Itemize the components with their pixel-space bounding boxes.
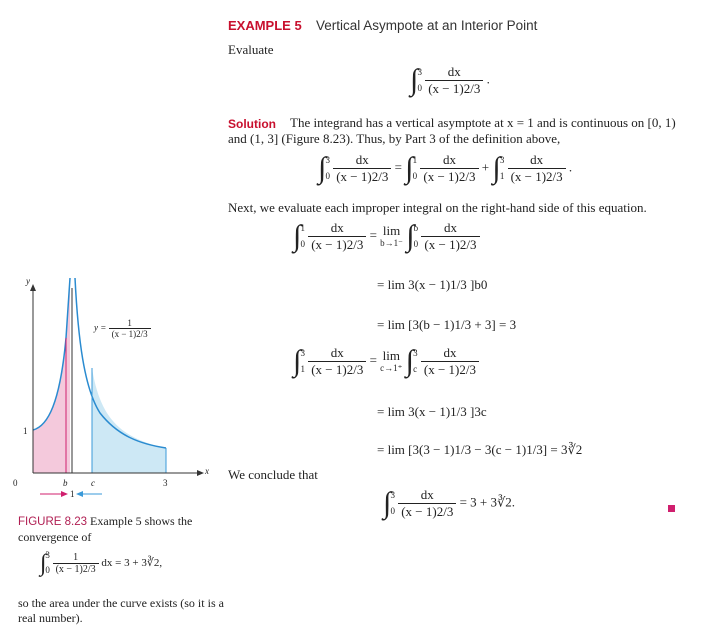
split-equation: ∫ 3 0 $\frac{dx}{(x - 1)2/3}$ = ∫ 1 0 $\frac{dx}{(x - 1)2/3}$ + ∫ 3 1 $\frac{dx}{(x - 1)2/3}$ . (318, 151, 573, 185)
figure-caption-line3: so the area under the curve exists (so it is a (18, 596, 224, 610)
tick-3: 3 (163, 478, 168, 488)
arrow-label-1: 1 (70, 489, 75, 499)
eq1-line1: ∫ 1 0 $\frac{dx}{(x - 1)2/3}$ = lim b→1⁻ ∫ b 0 $\frac{dx}{(x - 1)2/3}$ (293, 220, 480, 253)
x-axis-label: x (205, 466, 209, 476)
final-equation: ∫ 3 0 $\frac{dx}{(x - 1)2/3}$ = 3 + 3∛2. (383, 486, 516, 520)
tick-origin: 0 (13, 478, 18, 488)
integral-display: ∫ 3 0 $\frac{dx}{(x - 1)2/3}$ . (410, 63, 490, 97)
figure-caption-line2: convergence of (18, 530, 92, 544)
eq1-line2: = lim 3(x − 1)1/3 ]b0 (377, 277, 488, 292)
evaluate-text: Evaluate (228, 42, 274, 57)
next-text: Next, we evaluate each improper integral on the right-hand side of this equation. (228, 200, 647, 215)
solution-text-2: and (1, 3] (Figure 8.23). Thus, by Part 3 of the definition above, (228, 131, 561, 146)
left-area (33, 278, 70, 473)
tick-b: b (63, 478, 68, 488)
curve-label: y = $\frac{1}{(x - 1)2/3}$ (94, 318, 151, 339)
solution-label: Solution (228, 117, 276, 131)
example-title: Vertical Asympote at an Interior Point (316, 18, 538, 33)
right-area (92, 368, 166, 473)
figure-caption-line4: real number). (18, 611, 83, 625)
eq2-line2: = lim 3(x − 1)1/3 ]3c (377, 404, 487, 419)
eq2-line1: ∫ 3 1 $\frac{dx}{(x - 1)2/3}$ = lim c→1⁺ ∫ 3 c $\frac{dx}{(x - 1)2/3}$ (293, 345, 479, 378)
eq1-line3: = lim [3(b − 1)1/3 + 3] = 3 (377, 317, 517, 332)
figure-caption-line1: FIGURE 8.23 Example 5 shows the (18, 514, 193, 528)
example-label: EXAMPLE 5 (228, 18, 302, 33)
tick-c: c (91, 478, 95, 488)
end-of-example-marker (668, 505, 675, 512)
tick-y1: 1 (23, 426, 28, 436)
curve-right (75, 278, 166, 448)
conclude-text: We conclude that (228, 467, 318, 482)
figure-caption-integral: ∫ 3 0 $\frac{1}{(x - 1)2/3}$ dx = 3 + 3∛2, (40, 550, 163, 577)
y-axis-label: y (26, 276, 30, 286)
eq2-line3: = lim [3(3 − 1)1/3 − 3(c − 1)1/3] = 3∛2 (377, 442, 583, 457)
figure-graph (0, 278, 215, 503)
solution-text-1: The integrand has a vertical asymptote at x = 1 and is continuous on [0, 1) (290, 115, 676, 130)
